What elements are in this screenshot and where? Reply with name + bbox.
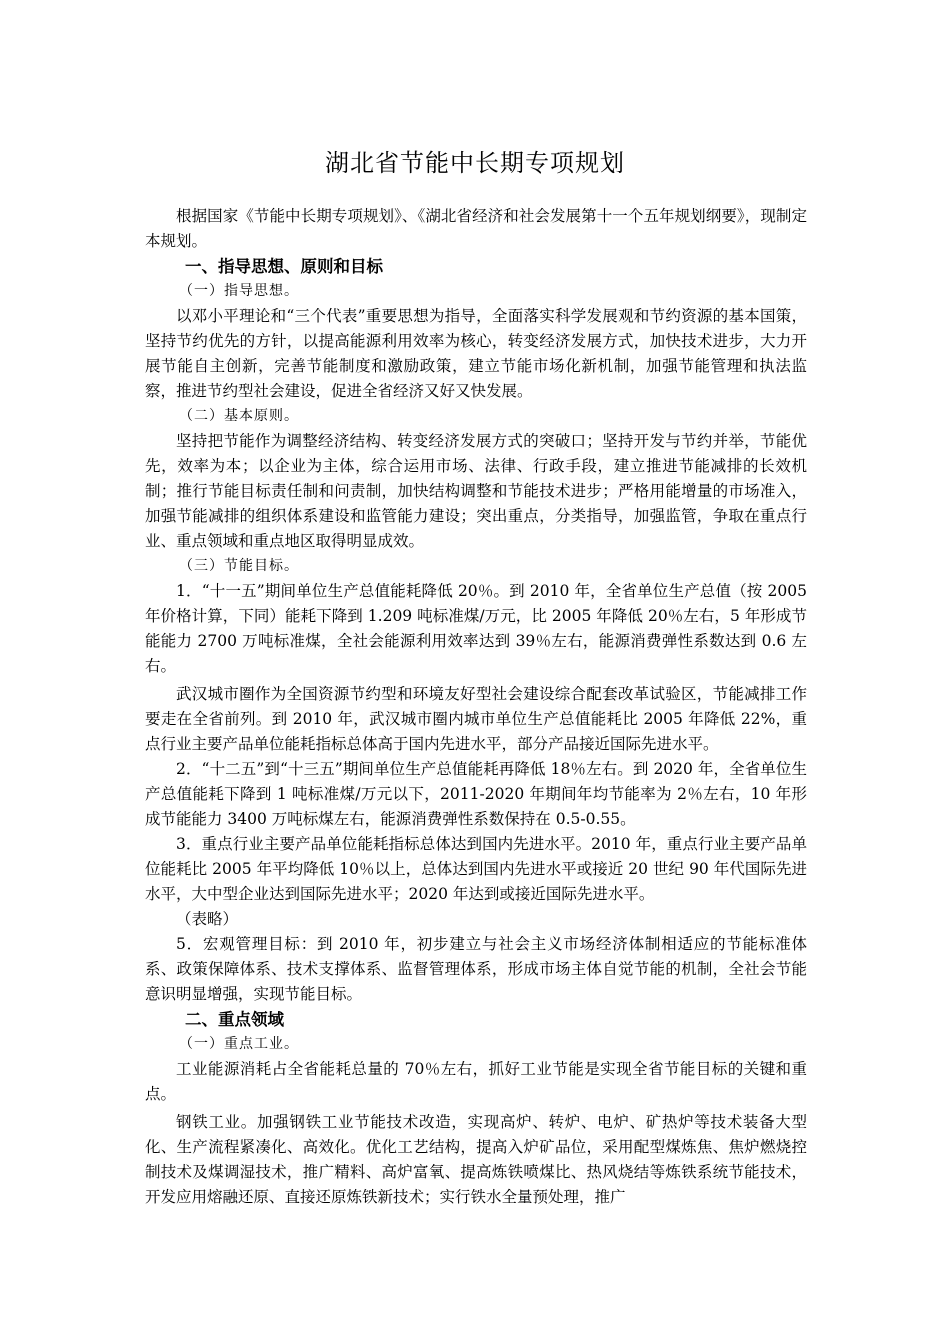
paragraph-industry-energy: 工业能源消耗占全省能耗总量的 70％左右，抓好工业节能是实现全省节能目标的关键和重点。 bbox=[145, 1060, 807, 1103]
paragraph-steel-industry: 钢铁工业。加强钢铁工业节能技术改造，实现高炉、转炉、电炉、矿热炉等技术装备大型化、生产流程紧凑化、高效化。优化工艺结构，提高入炉矿品位，采用配型煤炼焦、焦炉燃烧控制技术及煤调湿技术，推广精料、高炉富氧、提高炼铁喷煤比、热风烧结等炼铁系统节能技术，开发应用熔融还原、直接还原炼铁新技术；实行铁水全量预处理，推广 bbox=[145, 1113, 807, 1206]
section-heading-1: 一、指导思想、原则和目标 bbox=[185, 257, 383, 276]
subsection-heading-key-industries: （一）重点工业。 bbox=[179, 1036, 299, 1052]
subsection-heading-basic-principles: （二）基本原则。 bbox=[179, 408, 299, 424]
table-omitted-note: （表略） bbox=[176, 910, 239, 928]
document-body bbox=[145, 204, 807, 1210]
paragraph-target-1: 1．“十一五”期间单位生产总值能耗降低 20％。到 2010 年，全省单位生产总值（按 2005 年价格计算，下同）能耗下降到 1.209 吨标准煤/万元，比 2005 年降低 20％左右，5 年形成节能能力 2700 万吨标准煤，全社会能源利用效率达到 39％左右，能源消费弹性系数达到 0.6 左右。 bbox=[145, 582, 807, 675]
document-title: 湖北省节能中长期专项规划 bbox=[325, 149, 625, 177]
paragraph-target-3: 3．重点行业主要产品单位能耗指标总体达到国内先进水平。2010 年，重点行业主要产品单位能耗比 2005 年平均降低 10％以上，总体达到国内先进水平或接近 20 世纪 90 年代国际先进水平，大中型企业达到国际先进水平；2020 年达到或接近国际先进水平。 bbox=[145, 835, 807, 903]
subsection-heading-guiding-ideology: （一）指导思想。 bbox=[179, 283, 299, 299]
intro-paragraph: 根据国家《节能中长期专项规划》、《湖北省经济和社会发展第十一个五年规划纲要》，现制定本规划。 bbox=[145, 207, 807, 250]
paragraph-basic-principles: 坚持把节能作为调整经济结构、转变经济发展方式的突破口；坚持开发与节约并举，节能优先，效率为本；以企业为主体，综合运用市场、法律、行政手段，建立推进节能减排的长效机制；推行节能目标责任制和问责制，加快结构调整和节能技术进步；严格用能增量的市场准入，加强节能减排的组织体系建设和监管能力建设；突出重点，分类指导，加强监管，争取在重点行业、重点领域和重点地区取得明显成效。 bbox=[145, 432, 807, 550]
paragraph-target-2: 2．“十二五”到“十三五”期间单位生产总值能耗再降低 18％左右。到 2020 年，全省单位生产总值能耗下降到 1 吨标准煤/万元以下，2011-2020 年期间年均节能率为 2％左右，10 年形成节能能力 3400 万吨标煤左右，能源消费弹性系数保持在 0.5-0.55。 bbox=[145, 760, 807, 828]
paragraph-guiding-ideology: 以邓小平理论和“三个代表”重要思想为指导，全面落实科学发展观和节约资源的基本国策，坚持节约优先的方针，以提高能源利用效率为核心，转变经济发展方式，加快技术进步，大力开展节能自主创新，完善节能制度和激励政策，建立节能市场化新机制，加强节能管理和执法监察，推进节约型社会建设，促进全省经济又好又快发展。 bbox=[145, 307, 807, 400]
paragraph-wuhan-city-circle: 武汉城市圈作为全国资源节约型和环境友好型社会建设综合配套改革试验区，节能减排工作要走在全省前列。到 2010 年，武汉城市圈内城市单位生产总值能耗比 2005 年降低 22%，重点行业主要产品单位能耗指标总体高于国内先进水平，部分产品接近国际先进水平。 bbox=[145, 685, 807, 753]
subsection-heading-energy-targets: （三）节能目标。 bbox=[179, 558, 299, 574]
section-heading-2: 二、重点领域 bbox=[185, 1010, 284, 1029]
paragraph-target-5: 5．宏观管理目标：到 2010 年，初步建立与社会主义市场经济体制相适应的节能标准体系、政策保障体系、技术支撑体系、监督管理体系，形成市场主体自觉节能的机制，全社会节能意识明显增强，实现节能目标。 bbox=[145, 935, 807, 1003]
